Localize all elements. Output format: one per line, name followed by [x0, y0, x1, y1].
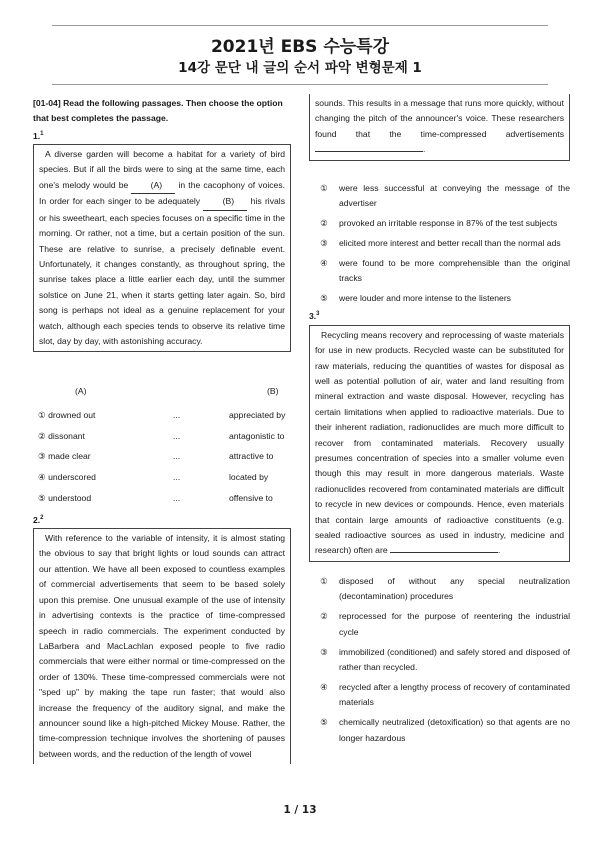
q2-choice-1[interactable]: ① were less successful at conveying the message of the advertiser — [320, 182, 570, 209]
q3-number: 3.$^3$ — [309, 311, 320, 322]
right-column — [309, 94, 570, 751]
q3-choice-1[interactable]: ① disposed of without any special neutralization (decontamination) procedures — [320, 575, 570, 602]
left-column — [33, 96, 291, 764]
top-rule — [52, 25, 548, 26]
q3-answer-blank — [390, 552, 498, 553]
q2-choice-2[interactable]: ② provoked an irritable response in 87% of the test subjects — [320, 218, 558, 229]
q1-passage-box — [33, 144, 291, 352]
q2-passage-right: sounds. This results in a message that runs more quickly, without changing the pitch of the announcer's voice. These researchers found that the time-compressed advertisements . — [315, 98, 564, 155]
q1-blank-b: (B) — [203, 194, 247, 210]
q2-choices — [309, 181, 570, 307]
q1-header-a: (A) — [75, 386, 87, 397]
q2-passage-box-right — [309, 94, 570, 161]
q3-passage-box — [309, 325, 570, 562]
q1-header-b: (B) — [267, 386, 279, 397]
q2-passage-left: With reference to the variable of intensity, it is almost stating the obvious to say that bright lights or loud sounds can attract our attention. We have all been exposed to countless examples of commercial advertisements that seem to be based solely upon this premise. One unusual example of the use of intensity in advertising contexts is the practice of time-compressed speech in radio commercials. The experiment conducted by LaBarbera and MacLachlan exposed people to five radio commercials that were either normal or time-compressed on the order of 130%. These time-compressed commercials were not "sped up" by making the tape run faster; that would also increase the frequency of the auditory signal, and make the announcer sound like a high-pitched Mickey Mouse. Rather, the time-compression technique involves the shortening of pauses between words, and the reduction of the length of vowel — [39, 533, 285, 759]
q3-passage: Recycling means recovery and reprocessing of waste materials for use in new products. Recycled waste can be substituted for raw materials, reducing the quantities of wastes for disposal as well as potential pollution of air, water and land resulting from mineral extraction and waste disposal. However, recycling has certain limitations when applied to radioactive materials. Due to their inherent radiation, radionuclides are much more difficult to recover from contaminated materials. Recovery usually presumes concentration of species into a smaller volume even though this may result in more dangerous materials. Waste radionuclides recovered from contaminated materials are difficult to recycle in new devices or compounds. Hence, even materials that contain large amounts of radioactive constituents (e.g. sealed radioactive sources as used in industry, medicine and research) often are . — [315, 329, 564, 556]
q1-option-4[interactable]: ④ underscored ... located by — [38, 472, 269, 483]
title-rule — [52, 84, 548, 85]
q2-answer-blank — [315, 151, 423, 152]
q1-passage: A diverse garden will become a habitat for a variety of bird species. But if all the birds were to sing at the same time, each one's melody would be (A) in the cacophony of voices. In order for each singer to be adequately (B) his rivals or his sweetheart, each species focuses on a specific time in the morning. Or rather, not a time, but a certain position of the sun. These are relative to sunrise, a precisely definable event. Unfortunately, it changes constantly, as throughout spring, the sunrise takes place a little earlier each day, until the summer solstice on June 21, when it starts getting later again. So, bird song is perhaps not ideal as a genuine replacement for your watch, although each species tends to observe its relative time slot, day by day, with astonishing accuracy. — [39, 149, 286, 346]
q2-number: 2.$^2$ — [33, 514, 44, 525]
q1-option-1[interactable]: ① drowned out ... appreciated by — [38, 410, 286, 420]
q3-choice-3[interactable]: ③ immobilized (conditioned) and safely stored and disposed of rather than recycled. — [320, 646, 570, 673]
q1-option-2[interactable]: ② dissonant ... antagonistic to — [38, 430, 285, 441]
instructions: [01-04] Read the following passages. Then choose the option that best completes the passage. — [33, 98, 283, 124]
q2-choice-4[interactable]: ④ were found to be more comprehensible than the original tracks — [320, 258, 570, 284]
q3-choice-4[interactable]: ④ recycled after a lengthy process of recovery of contaminated materials — [320, 682, 570, 708]
page-subtitle: 14강 문단 내 글의 순서 파악 변형문제 1 — [178, 60, 422, 76]
page-number: 1 / 13 — [283, 804, 317, 816]
q2-passage-box-left — [33, 528, 291, 764]
q3-choice-5[interactable]: ⑤ chemically neutralized (detoxification) so that agents are no longer hazardous — [320, 717, 570, 743]
q2-choice-3[interactable]: ③ elicited more interest and better recall than the normal ads — [320, 238, 561, 249]
q1-option-3[interactable]: ③ made clear ... attractive to — [38, 451, 274, 462]
q3-choice-2[interactable]: ② reprocessed for the purpose of reentering the industrial cycle — [320, 611, 570, 637]
q1-blank-a: (A) — [131, 178, 175, 194]
page-title: 2021년 EBS 수능특강 — [210, 37, 390, 57]
q1-options-table — [33, 378, 291, 508]
q2-choice-5[interactable]: ⑤ were louder and more intense to the listeners — [320, 293, 511, 304]
q3-choices — [309, 574, 570, 746]
q1-option-5[interactable]: ⑤ understood ... offensive to — [38, 492, 273, 503]
q1-number: 1.$^1$ — [33, 130, 44, 141]
